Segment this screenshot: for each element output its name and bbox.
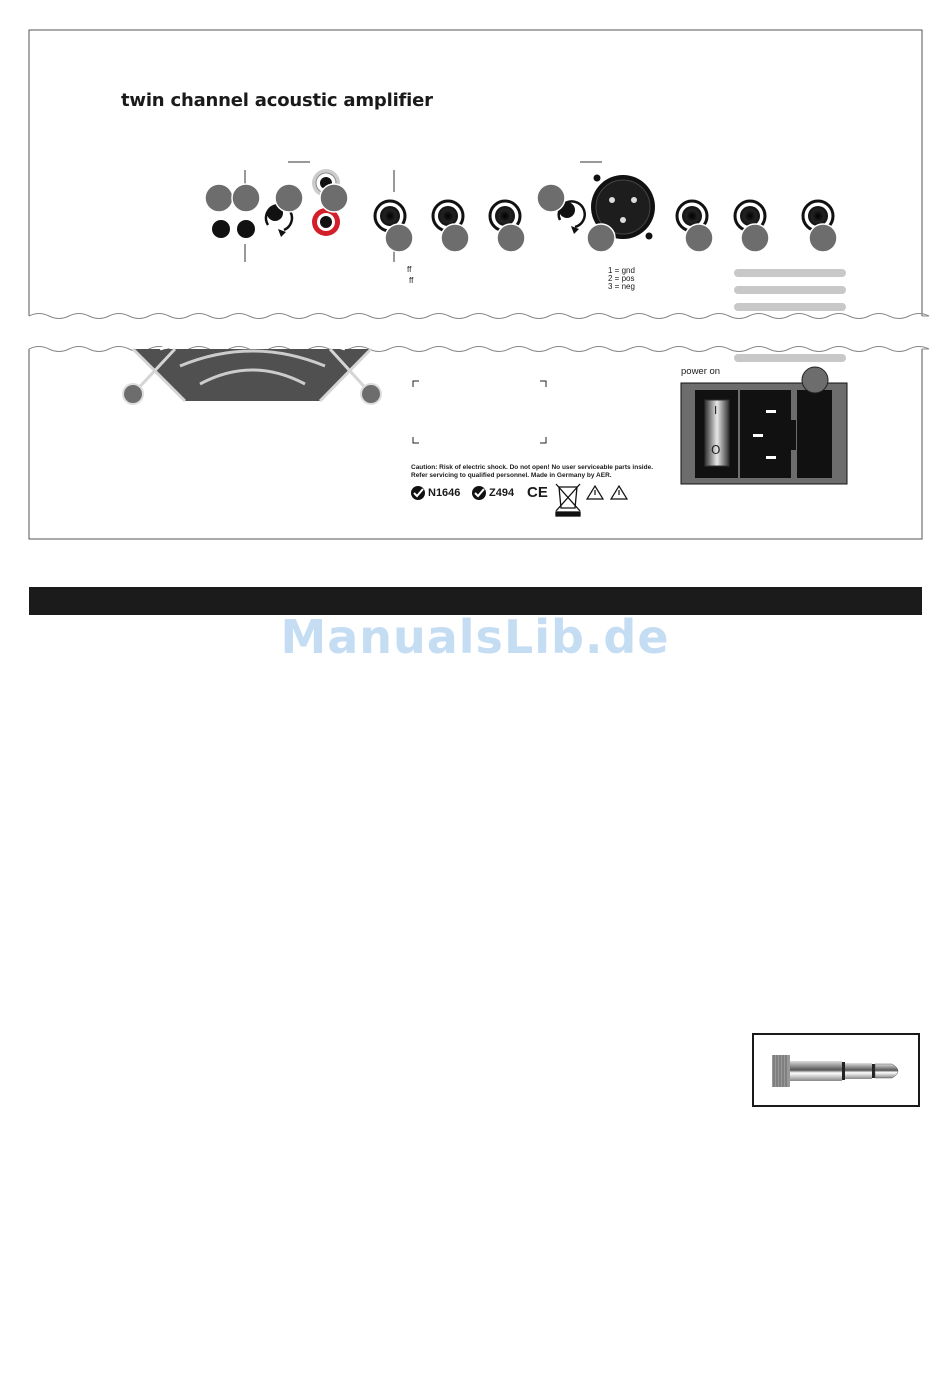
caution-text: Caution: Risk of electric shock. Do not open! No user serviceable parts inside. Refer servicing to qualified personnel. Made in Germany by AER. — [411, 464, 654, 479]
c-tick-icon — [411, 486, 425, 500]
power-section — [681, 367, 847, 484]
stereo-plug-figure — [752, 1033, 920, 1107]
switch-symbol-on: I — [714, 404, 718, 417]
top-panel-wavy-edge — [29, 314, 929, 319]
mini-jack-2 — [237, 220, 255, 238]
callout-circle-icon — [802, 367, 828, 393]
c-tick-icon-2 — [472, 486, 486, 500]
weee-bin-icon — [556, 484, 580, 516]
mini-jack-1 — [212, 220, 230, 238]
watermark: ManualsLib.de — [280, 610, 670, 664]
label-area-marks — [413, 381, 546, 443]
speaker-grille — [123, 335, 381, 405]
callout-circle-icon — [275, 184, 303, 212]
xlr-pin-2: 2 = pos — [608, 274, 635, 283]
fuse-holder — [797, 390, 832, 478]
warning-triangle-icon-2 — [611, 486, 627, 499]
stereo-plug-icon — [754, 1035, 918, 1105]
footswitch-label-1: ff — [407, 265, 412, 274]
xlr-pin-3: 3 = neg — [608, 282, 635, 291]
iec-inlet-icon — [740, 390, 791, 478]
callout-circle-icon — [587, 224, 615, 252]
callout-circle-icon — [809, 224, 837, 252]
panel-title: twin channel acoustic amplifier — [121, 90, 433, 111]
callout-circle-icon — [537, 184, 565, 212]
mini-jacks — [212, 220, 255, 238]
callout-circle-icon — [205, 184, 233, 212]
approval-n1646: N1646 — [428, 487, 461, 499]
approval-z494: Z494 — [489, 487, 515, 499]
callout-circle-icon — [385, 224, 413, 252]
switch-symbol-off: O — [711, 443, 721, 457]
ce-mark-icon: CE — [527, 484, 548, 501]
warning-triangle-icon — [587, 486, 603, 499]
xlr-pin-1: 1 = gnd — [608, 266, 635, 275]
power-on-label: power on — [681, 366, 721, 377]
callout-circle-icon — [320, 184, 348, 212]
footswitch-label-2: ff — [409, 276, 414, 285]
callout-circle-icon — [685, 224, 713, 252]
callout-circle-icon — [497, 224, 525, 252]
callout-circle-icon — [441, 224, 469, 252]
callout-circle-icon — [741, 224, 769, 252]
callout-circle-icon — [232, 184, 260, 212]
